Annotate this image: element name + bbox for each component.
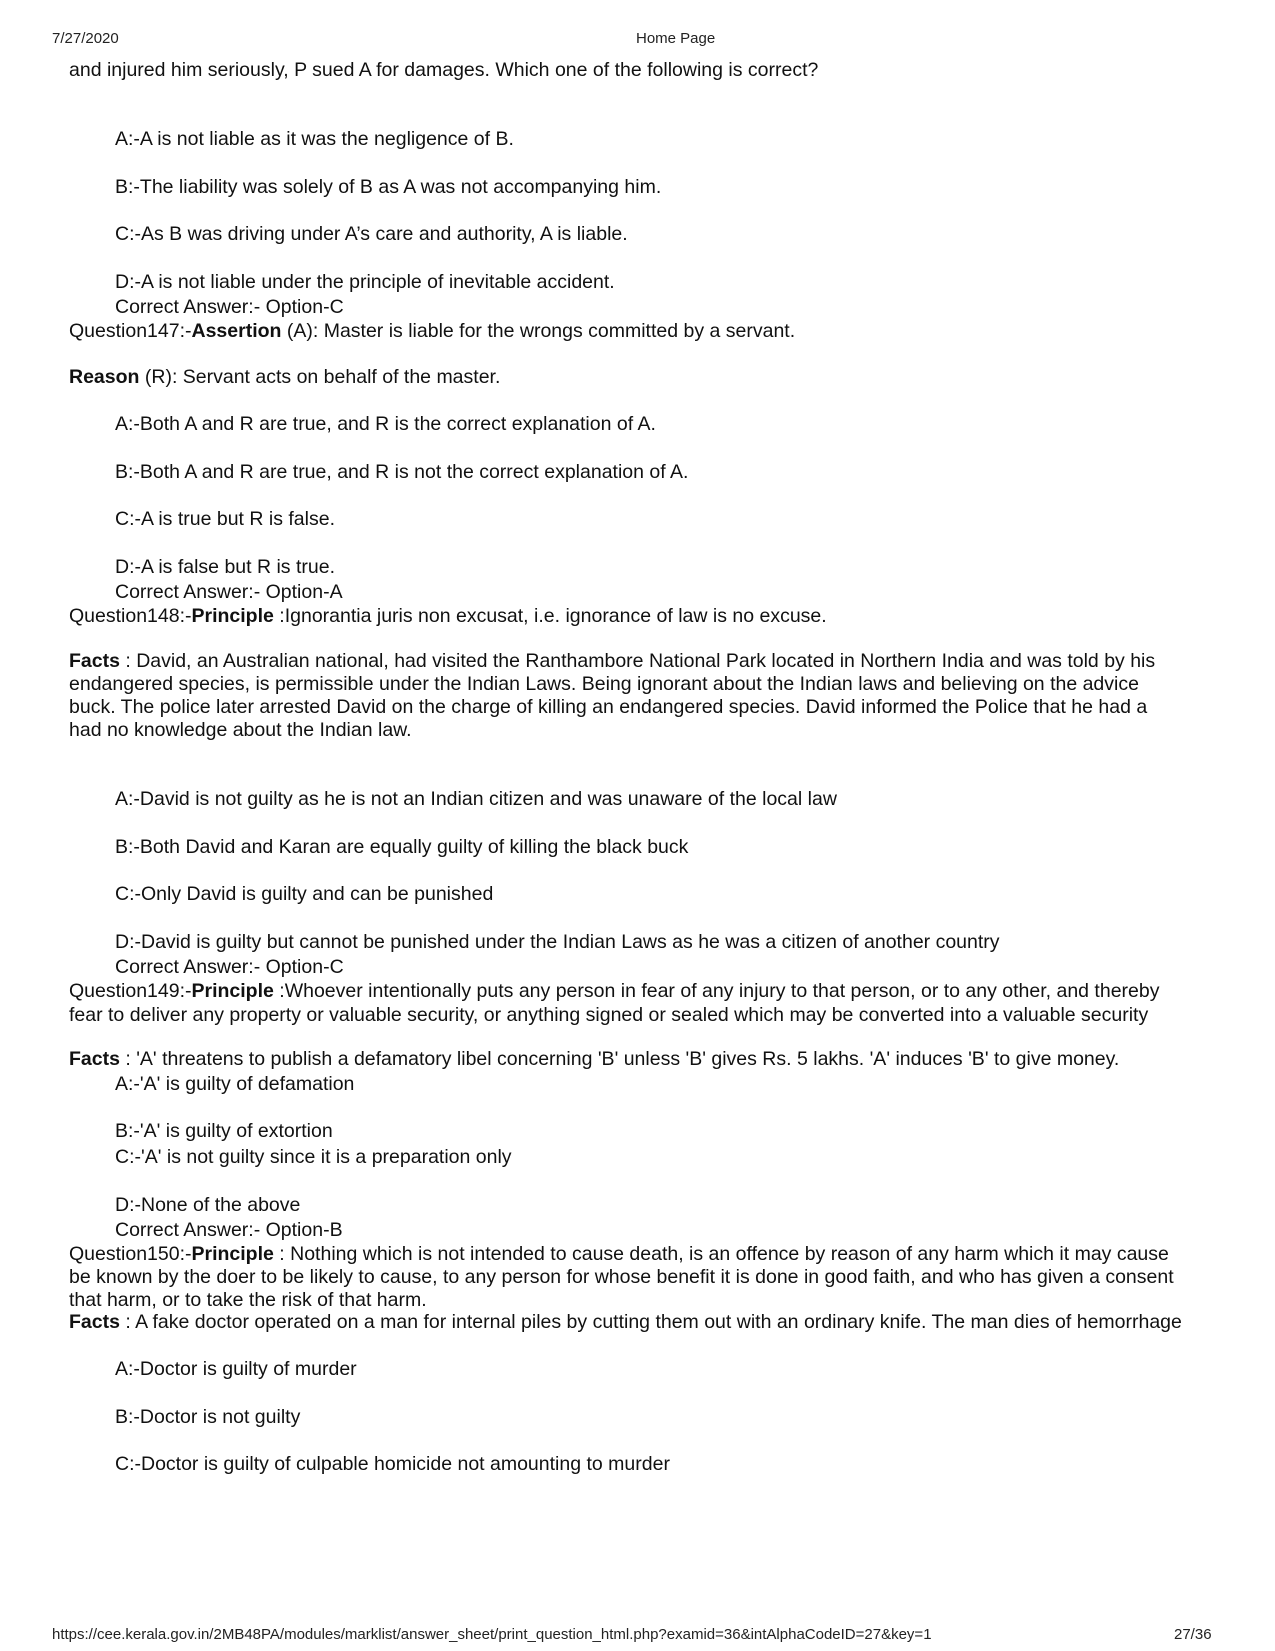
q148-facts-label: Facts	[69, 650, 120, 672]
q149-stem	[69, 979, 1159, 1003]
q148-correct-answer: Correct Answer:- Option-C	[115, 956, 344, 978]
q150-facts	[69, 1310, 1182, 1334]
q150-principle-line-3: that harm, or to take the risk of that harm.	[69, 1289, 427, 1311]
q150-facts-text: : A fake doctor operated on a man for internal piles by cutting them out with an ordinary knife. The man dies of hemorrhage	[119, 1311, 1182, 1333]
q148-facts-line-4: had no knowledge about the Indian law.	[69, 719, 412, 741]
q150-principle-label: Principle	[191, 1243, 274, 1265]
q149-option-a: A:-'A' is guilty of defamation	[115, 1073, 355, 1095]
q148-option-b: B:-Both David and Karan are equally guilty of killing the black buck	[115, 836, 689, 858]
q146-option-d: D:-A is not liable under the principle of inevitable accident.	[115, 271, 615, 293]
q150-stem	[69, 1242, 1169, 1266]
q149-facts-text: : 'A' threatens to publish a defamatory libel concerning 'B' unless 'B' gives Rs. 5 lakhs. 'A' induces 'B' to give money.	[119, 1048, 1120, 1070]
q147-label: Question147:-	[69, 320, 192, 342]
header-date: 7/27/2020	[52, 30, 119, 47]
q149-principle-line-2: fear to deliver any property or valuable security, or anything signed or sealed which may be converted into a valuable security	[69, 1004, 1149, 1026]
q146-option-b: B:-The liability was solely of B as A was not accompanying him.	[115, 176, 662, 198]
q150-label: Question150:-	[69, 1243, 192, 1265]
q146-option-c: C:-As B was driving under A’s care and authority, A is liable.	[115, 223, 628, 245]
q150-facts-label: Facts	[69, 1311, 120, 1333]
q147-option-d: D:-A is false but R is true.	[115, 556, 335, 578]
q146-stem: and injured him seriously, P sued A for damages. Which one of the following is correct?	[69, 59, 819, 81]
q149-principle-label: Principle	[191, 980, 274, 1002]
q148-stem	[69, 604, 827, 628]
q150-option-a: A:-Doctor is guilty of murder	[115, 1358, 357, 1380]
q146-correct-answer: Correct Answer:- Option-C	[115, 296, 344, 318]
footer-url[interactable]: https://cee.kerala.gov.in/2MB48PA/modules/marklist/answer_sheet/print_question_html.php?examid=36&intAlphaCodeID=27&key=1	[52, 1626, 932, 1643]
q148-facts-text-1: : David, an Australian national, had visited the Ranthambore National Park located in Northern India and was told by his	[119, 650, 1156, 672]
q147-reason-text: (R): Servant acts on behalf of the master.	[139, 366, 501, 388]
q149-option-d: D:-None of the above	[115, 1194, 301, 1216]
q148-facts-line-3: buck. The police later arrested David on the charge of killing an endangered species. David informed the Police that he had a	[69, 696, 1148, 718]
q149-option-c: C:-'A' is not guilty since it is a preparation only	[115, 1146, 512, 1168]
q148-option-d: D:-David is guilty but cannot be punished under the Indian Laws as he was a citizen of another country	[115, 931, 1000, 953]
question-sheet	[69, 58, 1219, 1498]
q147-assertion-text: (A): Master is liable for the wrongs committed by a servant.	[281, 320, 796, 342]
q149-option-b: B:-'A' is guilty of extortion	[115, 1120, 333, 1142]
q148-principle-label: Principle	[191, 605, 274, 627]
q147-option-c: C:-A is true but R is false.	[115, 508, 335, 530]
q150-option-c: C:-Doctor is guilty of culpable homicide not amounting to murder	[115, 1453, 670, 1475]
q149-correct-answer: Correct Answer:- Option-B	[115, 1219, 343, 1241]
q149-facts	[69, 1047, 1119, 1071]
q148-label: Question148:-	[69, 605, 192, 627]
q148-option-a: A:-David is not guilty as he is not an Indian citizen and was unaware of the local law	[115, 788, 837, 810]
q147-reason	[69, 365, 500, 389]
q147-correct-answer: Correct Answer:- Option-A	[115, 581, 343, 603]
q147-stem	[69, 319, 795, 343]
q150-principle-text: : Nothing which is not intended to cause death, is an offence by reason of any harm which it may cause	[273, 1243, 1169, 1265]
q147-reason-label: Reason	[69, 366, 140, 388]
q146-option-a: A:-A is not liable as it was the negligence of B.	[115, 128, 514, 150]
q149-facts-label: Facts	[69, 1048, 120, 1070]
q148-option-c: C:-Only David is guilty and can be punished	[115, 883, 494, 905]
q148-principle-text: :Ignorantia juris non excusat, i.e. ignorance of law is no excuse.	[273, 605, 827, 627]
q147-option-b: B:-Both A and R are true, and R is not the correct explanation of A.	[115, 461, 689, 483]
q148-facts-line-2: endangered species, is permissible under the Indian Laws. Being ignorant about the Indian laws and believing on the advice	[69, 673, 1139, 695]
q150-option-b: B:-Doctor is not guilty	[115, 1406, 301, 1428]
footer-page-number: 27/36	[1174, 1626, 1212, 1643]
q149-principle-text: :Whoever intentionally puts any person in fear of any injury to that person, or to any other, and thereby	[273, 980, 1160, 1002]
header-title: Home Page	[636, 30, 716, 47]
q150-principle-line-2: be known by the doer to be likely to cause, to any person for whose benefit it is done in good faith, and who has given a consent	[69, 1266, 1174, 1288]
q147-option-a: A:-Both A and R are true, and R is the correct explanation of A.	[115, 413, 656, 435]
q148-facts-line-1	[69, 650, 1155, 673]
q147-assertion-label: Assertion	[191, 320, 282, 342]
q149-label: Question149:-	[69, 980, 192, 1002]
